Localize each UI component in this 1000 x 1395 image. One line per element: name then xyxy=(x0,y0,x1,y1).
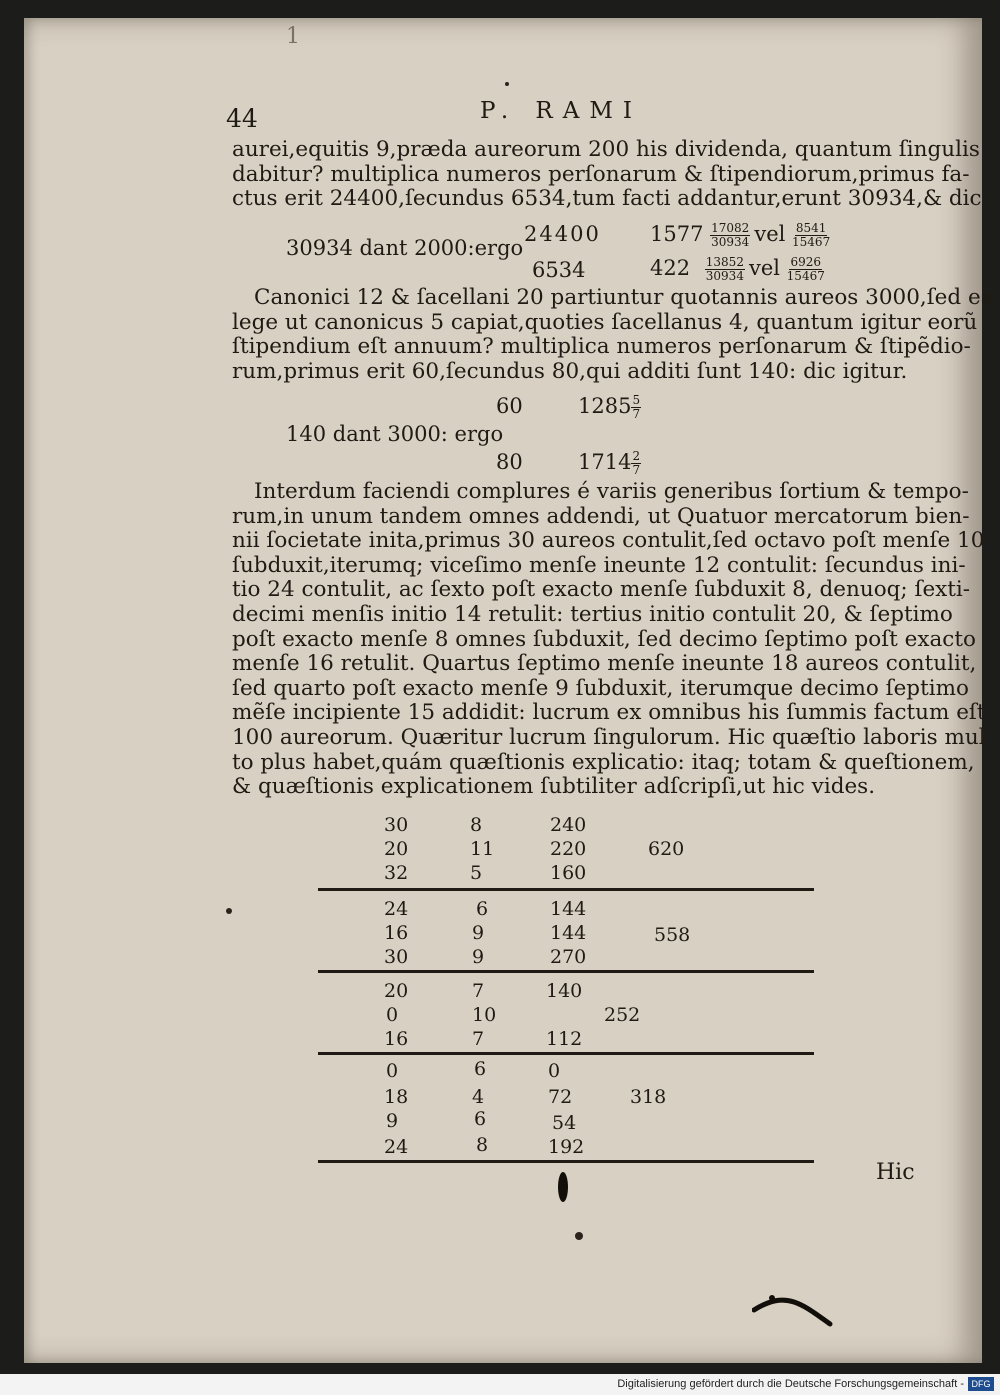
table-cell: 24 xyxy=(384,1136,409,1158)
table-cell: 160 xyxy=(550,862,587,884)
text-line: lege ut canonicus 5 capiat,quoties ſacellanus 4, quantum igitur eorũ xyxy=(232,309,978,335)
table-cell: 6 xyxy=(474,1058,487,1080)
calc1-lead: 30934 dant 2000:ergo xyxy=(286,236,524,260)
table-cell: 8 xyxy=(476,1134,489,1156)
table-rule xyxy=(318,1052,814,1055)
text-line: ſtipendium eſt annuum? multiplica numeros perſonarum & ſtipẽdio- xyxy=(232,334,971,360)
table-cell: 192 xyxy=(548,1136,585,1158)
table-cell: 32 xyxy=(384,862,409,884)
group-total: 252 xyxy=(604,1004,641,1026)
table-cell: 9 xyxy=(386,1110,399,1132)
calc2-lead: 140 dant 3000: ergo xyxy=(286,422,504,446)
vel-word: vel xyxy=(754,222,786,246)
table-cell: 7 xyxy=(472,1028,485,1050)
text-line: ſed quarto poſt exacto menſe 9 ſubduxit, iterumque decimo ſeptimo xyxy=(232,675,969,701)
calc1-result-2 xyxy=(650,256,829,283)
table-cell: 0 xyxy=(386,1004,399,1026)
print-dot xyxy=(575,1232,583,1240)
print-dot xyxy=(505,82,509,86)
table-rule xyxy=(318,970,814,973)
margin-mark: 1 xyxy=(286,24,300,49)
table-cell: 18 xyxy=(384,1086,409,1108)
vel-word: vel xyxy=(748,256,780,280)
table-cell: 16 xyxy=(384,1028,409,1050)
running-head: P. RAMI xyxy=(480,98,642,124)
calc1-r2: 422 xyxy=(650,256,691,280)
footer-bar xyxy=(0,1374,1000,1395)
text-line: decimi menſis initio 14 retulit: tertius initio contulit 20, & ſeptimo xyxy=(232,601,953,627)
table-cell: 8 xyxy=(470,814,483,836)
group-total: 318 xyxy=(630,1086,667,1108)
calc2-fraction: $\frac{2}{7}$ xyxy=(632,449,641,477)
text-line: to plus habet,quám quæſtionis explicatio: itaq; totam & queſtionem, xyxy=(232,749,975,775)
table-cell: 0 xyxy=(386,1060,399,1082)
calc2-r2: 1714 xyxy=(578,450,632,474)
text-line: aurei,equitis 9,præda aureorum 200 his dividenda, quantum ſingulis xyxy=(232,137,980,162)
text-line: dabitur? multiplica numeros perſonarum & ſtipendiorum,primus fa- xyxy=(232,161,970,187)
table-cell: 220 xyxy=(550,838,587,860)
calc2-b: 80 xyxy=(496,450,523,474)
text-line: Interdum faciendi complures é variis generibus ſortium & tempo- xyxy=(254,479,969,504)
catchword: Hic xyxy=(876,1160,915,1185)
text-line: mẽſe incipiente 15 addidit: lucrum ex omnibus his ſummis factum eſt xyxy=(232,700,986,726)
text-line: Canonici 12 & ſacellani 20 partiuntur quotannis aureos 3000,ſed ea xyxy=(254,285,994,310)
table-rule xyxy=(318,1160,814,1163)
table-cell: 20 xyxy=(384,980,409,1002)
calc1-fraction: $\frac{13852}{30934}$ xyxy=(705,255,744,283)
table-cell: 6 xyxy=(476,898,489,920)
calc2-a: 60 xyxy=(496,394,523,418)
calc1-fraction-alt: $\frac{6926}{15467}$ xyxy=(786,255,825,283)
table-cell: 30 xyxy=(384,814,409,836)
table-cell: 16 xyxy=(384,922,409,944)
calc1-fraction-alt: $\frac{8541}{15467}$ xyxy=(792,221,831,249)
table-cell: 30 xyxy=(384,946,409,968)
ink-mark xyxy=(558,1172,568,1202)
table-cell: 140 xyxy=(546,980,583,1002)
calc2-fraction: $\frac{5}{7}$ xyxy=(632,393,641,421)
table-cell: 9 xyxy=(472,922,485,944)
calc1-b: 6534 xyxy=(532,258,586,282)
table-rule xyxy=(318,888,814,891)
dfg-logo: DFG xyxy=(968,1377,994,1391)
table-cell: 10 xyxy=(472,1004,497,1026)
ink-stroke xyxy=(752,1290,834,1330)
text-line: 100 aureorum. Quæritur lucrum ſingulorum. Hic quæſtio laboris mul xyxy=(232,724,986,750)
table-cell: 270 xyxy=(550,946,587,968)
text-line: nii ſocietate inita,primus 30 aureos contulit,ſed octavo poſt menſe 10 xyxy=(232,528,985,554)
paragraph-1 xyxy=(232,137,989,212)
table-cell: 112 xyxy=(546,1028,583,1050)
page-number: 44 xyxy=(226,104,258,133)
paragraph-3 xyxy=(232,479,986,800)
print-dot xyxy=(226,908,232,914)
table-cell: 54 xyxy=(552,1112,577,1134)
table-cell: 11 xyxy=(470,838,495,860)
table-cell: 7 xyxy=(472,980,485,1002)
table-cell: 9 xyxy=(472,946,485,968)
text-line: rum,in unum tandem omnes addendi, ut Quatuor mercatorum bien- xyxy=(232,503,970,529)
table-cell: 20 xyxy=(384,838,409,860)
table-cell: 144 xyxy=(550,898,587,920)
footer-text: Digitalisierung gefördert durch die Deutsche Forschungsgemeinschaft - xyxy=(617,1378,964,1390)
text-line: & quæſtionis explicationem ſubtiliter adſcripſi,ut hic vides. xyxy=(232,774,876,800)
table-cell: 5 xyxy=(470,862,483,884)
text-line: ſubduxit,iterumq; viceſimo menſe ineunte 12 contulit: ſecundus ini- xyxy=(232,552,966,578)
table-cell: 0 xyxy=(548,1060,561,1082)
calc1-result-1 xyxy=(650,222,834,249)
table-cell: 72 xyxy=(548,1086,573,1108)
table-cell: 6 xyxy=(474,1108,487,1130)
group-total: 558 xyxy=(654,924,691,946)
text-line: poſt exacto menſe 8 omnes ſubduxit, ſed decimo ſeptimo poſt exacto xyxy=(232,626,976,652)
calc1-fraction: $\frac{17082}{30934}$ xyxy=(711,221,750,249)
text-line: menſe 16 retulit. Quartus ſeptimo menſe ineunte 18 aureos contulit, xyxy=(232,651,977,677)
calc1-r1: 1577 xyxy=(650,222,704,246)
text-line: ctus erit 24400,ſecundus 6534,tum facti addantur,erunt 30934,& dic: xyxy=(232,186,989,212)
calc1-a: 24400 xyxy=(524,222,601,246)
table-cell: 24 xyxy=(384,898,409,920)
table-cell: 144 xyxy=(550,922,587,944)
paragraph-2 xyxy=(232,285,994,384)
calc2-result-1 xyxy=(578,394,645,421)
calc2-result-2 xyxy=(578,450,645,477)
group-total: 620 xyxy=(648,838,685,860)
table-cell: 240 xyxy=(550,814,587,836)
text-line: rum,primus erit 60,ſecundus 80,qui additi ſunt 140: dic igitur. xyxy=(232,358,908,384)
calc2-r1: 1285 xyxy=(578,394,632,418)
text-line: tio 24 contulit, ac ſexto poſt exacto menſe ſubduxit 8, denuoq; ſexti- xyxy=(232,577,971,603)
table-cell: 4 xyxy=(472,1086,485,1108)
